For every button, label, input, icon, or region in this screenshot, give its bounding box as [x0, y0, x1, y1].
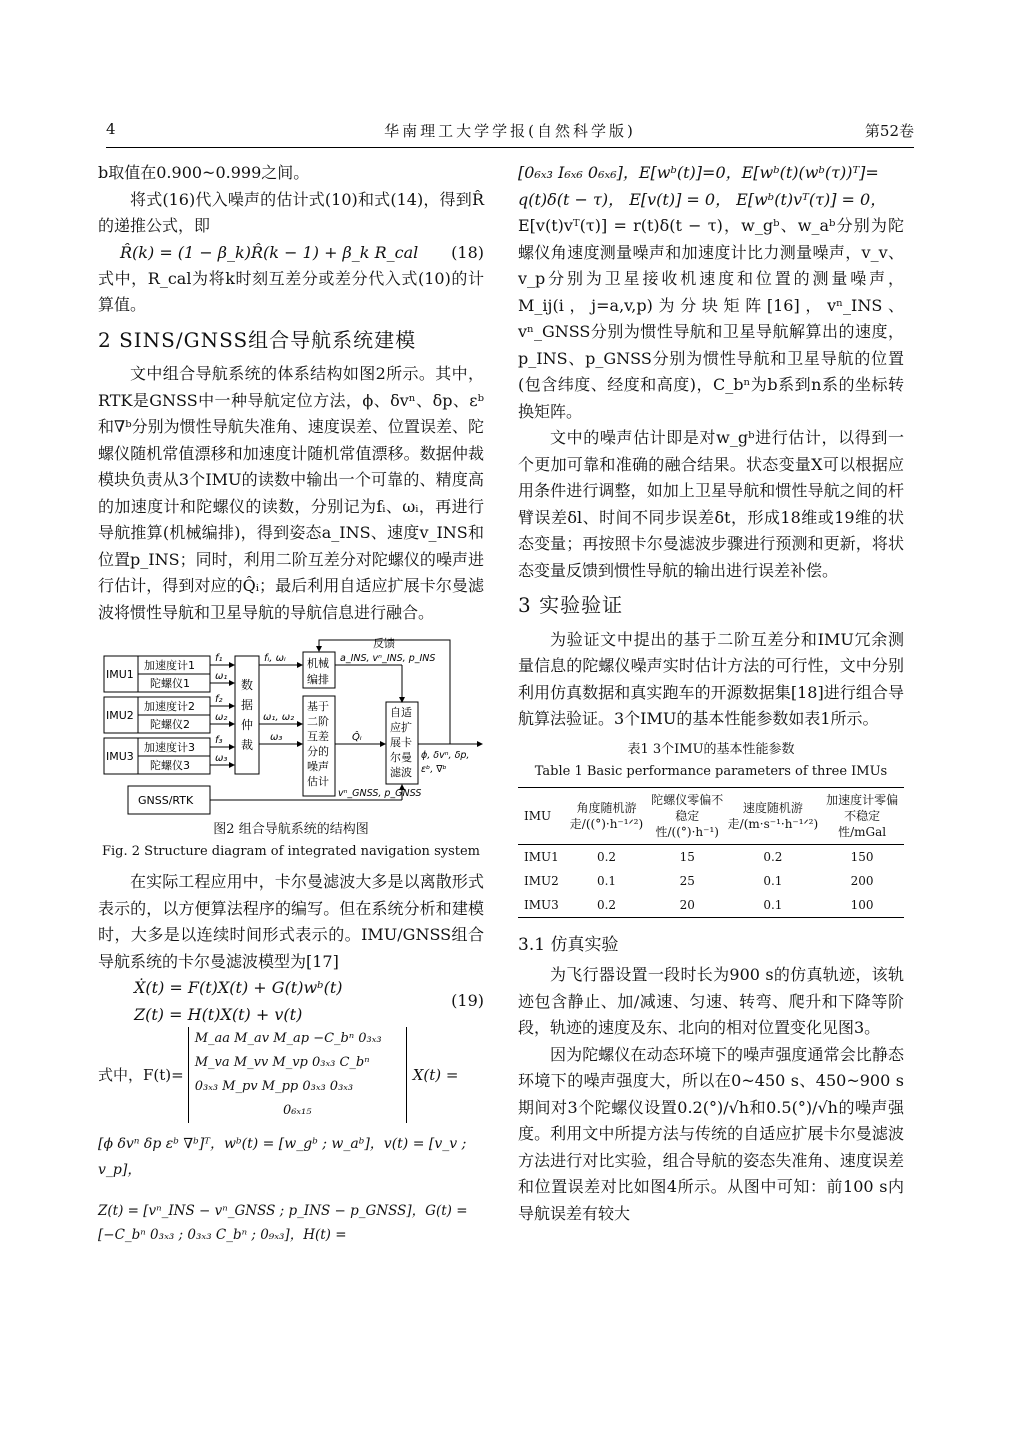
svg-text:分的: 分的 — [307, 745, 329, 758]
table-header-cell: IMU — [524, 808, 552, 823]
table-header-cell: 陀螺仪零偏不稳定性/((°)·h⁻¹) — [651, 792, 724, 839]
table-cell: 15 — [679, 849, 695, 864]
table-header-row — [518, 787, 904, 844]
z-g-h-line: Z(t) = [vⁿ_INS − vⁿ_GNSS ; p_INS − p_GNSS]，G(t) = [−C_bⁿ 0₃ₓ₃ ; 0₃ₓ₃ C_bⁿ ; 0₉ₓ₃]，H(t) = — [98, 1203, 468, 1243]
svg-text:裁: 裁 — [241, 738, 254, 752]
table-header-cell: 加速度计零偏不稳定性/mGal — [826, 792, 899, 839]
svg-text:二阶: 二阶 — [307, 715, 329, 728]
table-cell: IMU1 — [524, 849, 559, 864]
w2-label: ω₂ — [215, 712, 228, 723]
table-cell: 0.1 — [763, 897, 783, 912]
section-heading: 3 实验验证 — [518, 593, 624, 617]
paragraph: 式中，R_cal为将k时刻互差分或差分代入式(10)的计算值。 — [98, 268, 484, 314]
table-caption-cn: 表1 3个IMU的基本性能参数 — [627, 741, 795, 757]
table-cell: 20 — [679, 897, 695, 912]
svg-text:据: 据 — [241, 698, 254, 712]
equation-19a: Ẋ(t) = F(t)X(t) + G(t)wᵇ(t) — [134, 978, 343, 997]
equation-text: R̂(k) = (1 − β_k)R̂(k − 1) + β_k R_cal — [120, 242, 419, 262]
imu2-label: IMU2 — [106, 709, 134, 722]
table-row — [518, 869, 904, 893]
acc1-label: 加速度计1 — [144, 659, 195, 672]
svg-text:互差: 互差 — [307, 730, 329, 743]
paragraph: [0₆ₓ₃ I₆ₓ₆ 0₆ₓ₆]，E[wᵇ(t)]=0，E[wᵇ(t)(wᵇ(τ))ᵀ]= — [518, 163, 879, 182]
svg-text:滤波: 滤波 — [390, 766, 412, 779]
x-label: X(t) = — [412, 1066, 459, 1084]
feedback-label: 反馈 — [373, 637, 395, 650]
table-cell: IMU2 — [524, 873, 559, 888]
subsection-heading: 3.1 仿真实验 — [518, 934, 619, 955]
paragraph: 文中的噪声估计即是对w_gᵇ进行估计，以得到一个更加可靠和准确的融合结果。状态变量X可以根据应用条件进行调整，如加上卫星导航和惯性导航之间的杆臂误差δl、时间不同步误差δt，形成18维或19维的状态变量；再按照卡尔曼滤波步骤进行预测和更新，将状态变量反馈到惯性导航的输出进行误差补偿。 — [518, 428, 904, 580]
paragraph: 因为陀螺仪在动态环境下的噪声强度通常会比静态环境下的噪声强度大，所以在0~450 s、450~900 s期间对3个陀螺仪设置0.2(°)/√h和0.5(°)/√h的噪声强度。利用文中所提方法与传统的自适应扩展卡尔曼滤波方法进行对比实验，组合导航的姿态失准角、速度误差和位置误差对比如图4所示。从图中可知：前100 s内导航误差有较大 — [518, 1044, 904, 1223]
f2-label: f₂ — [215, 694, 223, 705]
table-cell: 0.1 — [763, 873, 783, 888]
imu1-block — [104, 656, 210, 692]
paragraph: 将式(16)代入噪声的估计式(10)和式(14)，得到R̂的递推公式，即 — [98, 189, 484, 235]
f3-label: f₃ — [215, 735, 223, 746]
header-rule — [106, 147, 914, 148]
table-cell: 0.2 — [596, 897, 617, 912]
acc2-label: 加速度计2 — [144, 700, 195, 713]
svg-text:自适: 自适 — [390, 706, 412, 719]
table-caption-en: Table 1 Basic performance parameters of three IMUs — [534, 763, 888, 779]
svg-text:应扩: 应扩 — [390, 721, 412, 734]
imu3-label: IMU3 — [106, 750, 134, 763]
paragraph: 为飞行器设置一段时长为900 s的仿真轨迹，该轨迹包含静止、加/减速、匀速、转弯、爬升和下降等阶段，轨迹的速度及东、北向的相对位置变化见图3。 — [518, 965, 904, 1037]
left-column — [98, 160, 484, 1247]
equation-number: (18) — [451, 242, 484, 262]
table-header-cell: 速度随机游走/(m·s⁻¹·h⁻¹ᐟ²) — [727, 800, 819, 831]
table-cell: 0.1 — [596, 873, 617, 888]
paragraph: 文中组合导航系统的体系结构如图2所示。其中，RTK是GNSS中一种导航定位方法，ϕ、δvⁿ、δp、εᵇ和∇ᵇ分别为惯性导航失准角、速度误差、位置误差、陀螺仪随机常值漂移和加速度计随机常值漂移。数据仲裁模块负责从3个IMU的读数中输出一个可靠的、精度高的加速度计和陀螺仪的读数，分别记为fᵢ、ωᵢ，再进行导航推算(机械编排)，得到姿态a_INS、速度v_INS和位置p_INS；同时，利用二阶互差分对陀螺仪的噪声进行估计，得到对应的Q̂ᵢ；最后利用自适应扩展卡尔曼滤波将惯性导航和卫星导航的导航信息进行融合。 — [98, 364, 484, 622]
table-cell: IMU3 — [524, 897, 559, 912]
gyro3-label: 陀螺仪3 — [150, 759, 190, 772]
figure-caption-en: Fig. 2 Structure diagram of integrated navigation system — [102, 844, 480, 859]
svg-text:估计: 估计 — [307, 775, 329, 788]
volume-label: 第52卷 — [864, 122, 914, 140]
table-cell: 150 — [850, 849, 874, 864]
imu1-label: IMU1 — [106, 668, 134, 681]
paragraph: E[v(t)vᵀ(τ)] = r(t)δ(t − τ)，w_gᵇ、w_aᵇ分别为陀螺仪角速度测量噪声和加速度计比力测量噪声，v_v、v_p分别为卫星接收机速度和位置的测量噪声，M_ij(i，j=a,v,p)为分块矩阵[16]，vⁿ_INS、vⁿ_GNSS分别为惯性导航和卫星导航解算出的速度，p_INS、p_GNSS分别为惯性导航和卫星导航的位置(包含纬度、经度和高度)，C_bⁿ为b系到n系的坐标转换矩阵。 — [518, 216, 904, 421]
matrix-row: 0₆ₓ₁₅ — [282, 1103, 312, 1118]
imu2-block — [104, 697, 210, 733]
gnss-output-label: vⁿ_GNSS, p_GNSS — [338, 788, 422, 799]
figure-2-diagram — [98, 634, 484, 819]
gyro1-label: 陀螺仪1 — [150, 677, 190, 690]
imu3-block — [104, 738, 210, 774]
svg-text:仲: 仲 — [241, 718, 254, 732]
paragraph: 为验证文中提出的基于二阶互差分和IMU冗余测量信息的陀螺仪噪声实时估计方法的可行性，文中分别利用仿真数据和真实跑车的开源数据集[18]进行组合导航算法验证。3个IMU的基本性能参数如表1所示。 — [518, 629, 904, 728]
w3b-label: ω₃ — [270, 732, 283, 743]
gnss-block — [128, 786, 210, 814]
fi-wi-label: fᵢ, ωᵢ — [264, 653, 286, 664]
imu-parameters-table — [518, 787, 904, 918]
table-cell: 100 — [850, 897, 874, 912]
svg-text:数: 数 — [241, 678, 254, 692]
matrix-F — [98, 1027, 484, 1247]
equation-18 — [98, 240, 484, 266]
table-row — [518, 844, 904, 869]
table-header-cell: 角度随机游走/((°)·h⁻¹ᐟ²) — [569, 800, 644, 831]
table-cell: 25 — [679, 873, 695, 888]
qi-label: Q̂ᵢ — [352, 732, 362, 743]
paragraph: b取值在0.900~0.999之间。 — [98, 163, 310, 182]
running-header — [106, 120, 914, 144]
paragraph: 在实际工程应用中，卡尔曼滤波大多是以离散形式表示的，以方便算法程序的编写。但在系统分析和建模时，大多是以连续时间形式表示的。IMU/GNSS组合导航系统的卡尔曼滤波模型为[17] — [98, 872, 484, 971]
ins-output-label: a_INS, vⁿ_INS, p_INS — [340, 653, 436, 664]
output-label-2: εᵇ, ∇ᵇ — [421, 764, 447, 775]
svg-text:机械: 机械 — [307, 657, 329, 670]
equation-19b: Z(t) = H(t)X(t) + v(t) — [134, 1004, 303, 1024]
svg-text:尔曼: 尔曼 — [390, 751, 412, 764]
paragraph: q(t)δ(t − τ)， E[v(t)] = 0， E[wᵇ(t)vᵀ(τ)] = 0， — [518, 189, 887, 209]
where-label: 式中，F(t)= — [98, 1066, 184, 1084]
figure-caption-cn: 图2 组合导航系统的结构图 — [213, 822, 369, 837]
page-number: 4 — [106, 120, 116, 138]
right-column — [518, 160, 904, 1227]
section-heading: 2 SINS/GNSS组合导航系统建模 — [98, 327, 417, 352]
w12-label: ω₁, ω₂ — [263, 712, 295, 723]
output-label-1: ϕ, δvⁿ, δp, — [421, 750, 470, 761]
journal-title: 华南理工大学学报(自然科学版) — [384, 122, 636, 140]
matrix-row: 0₃ₓ₃ M_pv M_pp 0₃ₓ₃ 0₃ₓ₃ — [194, 1079, 354, 1094]
w3-label: ω₃ — [215, 753, 228, 764]
table-cell: 0.2 — [763, 849, 783, 864]
svg-text:基于: 基于 — [307, 700, 329, 713]
table-row — [518, 893, 904, 918]
equation-19 — [98, 975, 484, 1027]
gnss-label: GNSS/RTK — [138, 794, 194, 807]
svg-text:噪声: 噪声 — [307, 760, 329, 773]
table-cell: 0.2 — [596, 849, 617, 864]
matrix-row: M_aa M_av M_ap −C_bⁿ 0₃ₓ₃ — [194, 1031, 382, 1046]
matrix-row: M_va M_vv M_vp 0₃ₓ₃ C_bⁿ — [194, 1055, 370, 1070]
svg-text:展卡: 展卡 — [390, 736, 412, 749]
state-vector-line: [ϕ δvⁿ δp εᵇ ∇ᵇ]ᵀ，wᵇ(t) = [w_gᵇ ; w_aᵇ]，v(t) = [v_v ; v_p]， — [98, 1136, 467, 1178]
equation-number: (19) — [451, 991, 484, 1010]
gyro2-label: 陀螺仪2 — [150, 718, 190, 731]
acc3-label: 加速度计3 — [144, 741, 195, 754]
f1-label: f₁ — [215, 653, 223, 664]
svg-text:编排: 编排 — [307, 673, 329, 686]
w1-label: ω₁ — [215, 671, 228, 682]
table-cell: 200 — [850, 873, 874, 888]
